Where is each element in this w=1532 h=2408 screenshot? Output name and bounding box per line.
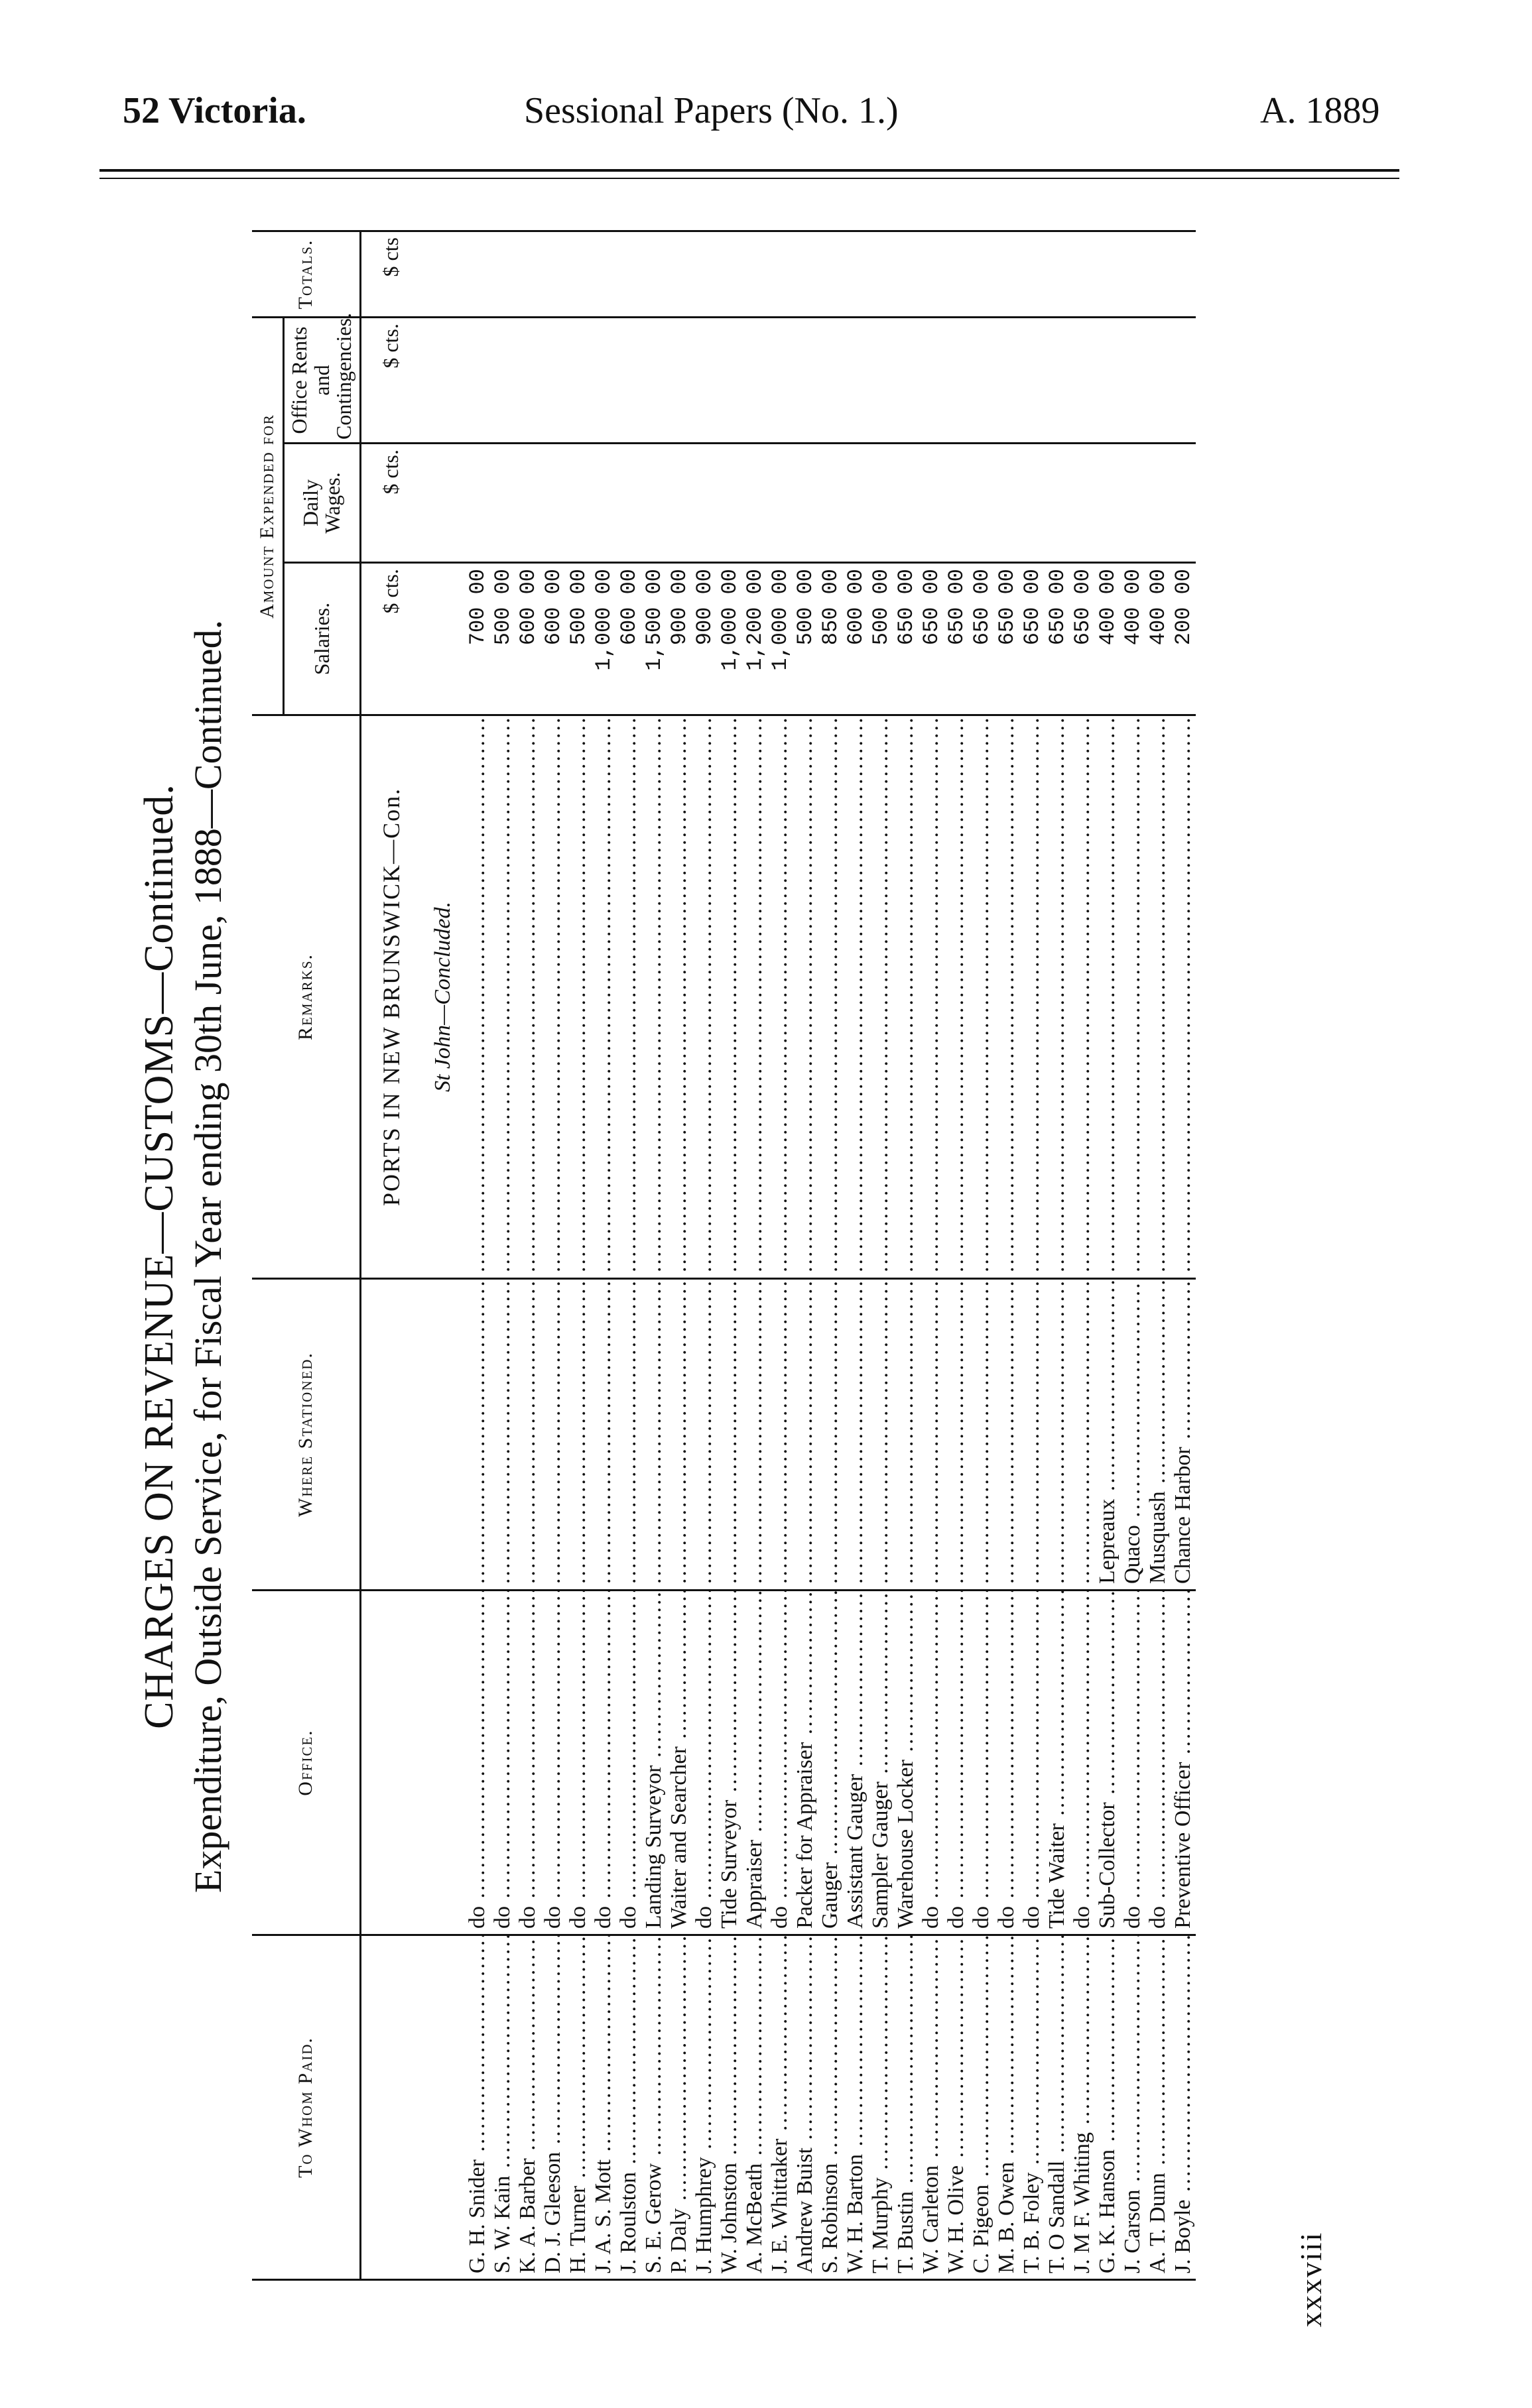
row-name: C. Pigeon .....	[969, 1935, 994, 2280]
row-salary: 600 00	[616, 563, 641, 715]
row-where-stationed	[591, 1279, 616, 1591]
row-where-stationed	[944, 1279, 969, 1591]
row-office-rents	[641, 317, 667, 443]
row-total	[742, 231, 767, 317]
row-where-stationed	[994, 1279, 1019, 1591]
table-row	[490, 231, 515, 2279]
row-salary: 600 00	[541, 563, 566, 715]
col-office-rents: Office Rents and Contingencies.	[284, 317, 361, 443]
row-office: do .....	[566, 1591, 591, 1935]
row-salary: 850 00	[818, 563, 843, 715]
row-salary: 500 00	[868, 563, 893, 715]
row-remarks	[1095, 715, 1120, 1279]
row-daily-wages	[641, 444, 667, 563]
row-office-rents	[1095, 317, 1120, 443]
row-total	[641, 231, 667, 317]
row-office: do .....	[616, 1591, 641, 1935]
row-salary: 400 00	[1145, 563, 1171, 715]
row-office: do .....	[1145, 1591, 1171, 1935]
header-right: A. 1889	[1260, 90, 1380, 131]
row-office-rents	[919, 317, 944, 443]
row-where-stationed	[1045, 1279, 1070, 1591]
row-daily-wages	[969, 444, 994, 563]
row-remarks	[1045, 715, 1070, 1279]
row-office-rents	[667, 317, 692, 443]
row-total	[919, 231, 944, 317]
row-name: Andrew Buist .....	[793, 1935, 818, 2280]
row-office-rents	[515, 317, 541, 443]
row-office: Preventive Officer .....	[1171, 1591, 1196, 1935]
table-title: CHARGES ON REVENUE—CUSTOMS—Continued.	[137, 784, 182, 1729]
row-office: do .....	[767, 1591, 793, 1935]
row-name: J. M F. Whiting .....	[1070, 1935, 1095, 2280]
row-salary: 650 00	[1019, 563, 1045, 715]
table-row	[868, 231, 893, 2279]
col-to-whom-paid: To Whom Paid.	[252, 1935, 360, 2280]
row-name: M. B. Owen .....	[994, 1935, 1019, 2280]
row-office-rents	[1019, 317, 1045, 443]
row-office-rents	[566, 317, 591, 443]
row-name: J. E. Whittaker .....	[767, 1935, 793, 2280]
row-name: W. Carleton .....	[919, 1935, 944, 2280]
table-row	[919, 231, 944, 2279]
row-office-rents	[893, 317, 919, 443]
row-office: Sub-Collector .....	[1095, 1591, 1120, 1935]
row-office: do .....	[969, 1591, 994, 1935]
row-total	[893, 231, 919, 317]
table-row	[1120, 231, 1145, 2279]
table-row	[843, 231, 868, 2279]
row-daily-wages	[591, 444, 616, 563]
row-office-rents	[1120, 317, 1145, 443]
unit-totals: $ cts	[360, 231, 421, 317]
row-where-stationed	[742, 1279, 767, 1591]
row-name: T. B. Foley .....	[1019, 1935, 1045, 2280]
row-office: do .....	[994, 1591, 1019, 1935]
row-daily-wages	[692, 444, 717, 563]
row-daily-wages	[944, 444, 969, 563]
row-where-stationed	[893, 1279, 919, 1591]
row-where-stationed: Quaco .....	[1120, 1279, 1145, 1591]
table-row	[767, 231, 793, 2279]
row-salary: 200 00	[1171, 563, 1196, 715]
row-office: do .....	[692, 1591, 717, 1935]
row-name: A. T. Dunn .....	[1145, 1935, 1171, 2280]
row-name: W. Johnston .....	[717, 1935, 742, 2280]
row-remarks	[742, 715, 767, 1279]
row-name: S. W. Kain .....	[490, 1935, 515, 2280]
row-total	[465, 231, 490, 317]
row-name: A. McBeath .....	[742, 1935, 767, 2280]
row-office-rents	[969, 317, 994, 443]
row-salary: 650 00	[893, 563, 919, 715]
row-name: J. Roulston .....	[616, 1935, 641, 2280]
header-left: 52 Victoria.	[123, 90, 306, 131]
row-office-rents	[767, 317, 793, 443]
row-daily-wages	[566, 444, 591, 563]
table-row	[1045, 231, 1070, 2279]
row-office: do .....	[541, 1591, 566, 1935]
row-office-rents	[591, 317, 616, 443]
row-salary: 1,000 00	[717, 563, 742, 715]
row-daily-wages	[717, 444, 742, 563]
row-office: Packer for Appraiser .....	[793, 1591, 818, 1935]
row-office-rents	[465, 317, 490, 443]
row-where-stationed	[465, 1279, 490, 1591]
row-name: G. H. Snider .....	[465, 1935, 490, 2280]
table-row	[465, 231, 490, 2279]
col-totals: Totals.	[252, 231, 360, 317]
row-salary: 650 00	[1070, 563, 1095, 715]
row-total	[541, 231, 566, 317]
row-name: G. K. Hanson .....	[1095, 1935, 1120, 2280]
table-row	[1095, 231, 1120, 2279]
row-remarks	[1019, 715, 1045, 1279]
row-total	[843, 231, 868, 317]
row-salary: 500 00	[566, 563, 591, 715]
row-remarks	[1120, 715, 1145, 1279]
row-office-rents	[994, 317, 1019, 443]
row-total	[515, 231, 541, 317]
row-remarks	[893, 715, 919, 1279]
row-remarks	[843, 715, 868, 1279]
col-where-stationed: Where Stationed.	[252, 1279, 360, 1591]
row-salary: 900 00	[667, 563, 692, 715]
row-office: Gauger .....	[818, 1591, 843, 1935]
rotated-page-body	[99, 172, 1399, 2340]
row-remarks	[667, 715, 692, 1279]
section-title: PORTS IN NEW BRUNSWICK—Con.	[360, 715, 421, 1279]
col-amount-expended: Amount Expended for	[252, 317, 284, 715]
row-total	[1095, 231, 1120, 317]
row-remarks	[515, 715, 541, 1279]
row-total	[667, 231, 692, 317]
row-where-stationed	[490, 1279, 515, 1591]
row-office-rents	[1145, 317, 1171, 443]
row-daily-wages	[767, 444, 793, 563]
row-salary: 600 00	[515, 563, 541, 715]
col-salaries: Salaries.	[284, 563, 361, 715]
row-office-rents	[692, 317, 717, 443]
row-daily-wages	[1019, 444, 1045, 563]
row-daily-wages	[1095, 444, 1120, 563]
table-row	[994, 231, 1019, 2279]
table-row	[1070, 231, 1095, 2279]
row-salary: 650 00	[919, 563, 944, 715]
row-remarks	[818, 715, 843, 1279]
row-office: do .....	[1120, 1591, 1145, 1935]
table-row	[717, 231, 742, 2279]
row-salary: 600 00	[843, 563, 868, 715]
row-office-rents	[616, 317, 641, 443]
row-where-stationed	[692, 1279, 717, 1591]
unit-salaries: $ cts.	[360, 563, 421, 715]
row-remarks	[465, 715, 490, 1279]
row-where-stationed	[843, 1279, 868, 1591]
row-total	[868, 231, 893, 317]
unit-daily-wages: $ cts.	[360, 444, 421, 563]
row-salary: 1,000 00	[767, 563, 793, 715]
row-daily-wages	[1145, 444, 1171, 563]
row-office: Appraiser .....	[742, 1591, 767, 1935]
row-daily-wages	[1120, 444, 1145, 563]
row-where-stationed	[1019, 1279, 1045, 1591]
row-daily-wages	[541, 444, 566, 563]
row-remarks	[994, 715, 1019, 1279]
row-office: Warehouse Locker .....	[893, 1591, 919, 1935]
row-daily-wages	[667, 444, 692, 563]
row-where-stationed	[717, 1279, 742, 1591]
row-office: do .....	[591, 1591, 616, 1935]
row-where-stationed	[868, 1279, 893, 1591]
row-name: S. E. Gerow .....	[641, 1935, 667, 2280]
row-daily-wages	[868, 444, 893, 563]
table-subtitle: Expenditure, Outside Service, for Fiscal Year ending 30th June, 1888—Continued.	[186, 619, 229, 1894]
expenditure-table	[252, 230, 1196, 2281]
row-name: T. Murphy .....	[868, 1935, 893, 2280]
row-office-rents	[490, 317, 515, 443]
row-salary: 650 00	[969, 563, 994, 715]
table-row	[541, 231, 566, 2279]
row-salary: 650 00	[944, 563, 969, 715]
row-daily-wages	[818, 444, 843, 563]
row-total	[566, 231, 591, 317]
row-office-rents	[1045, 317, 1070, 443]
row-name: T. Bustin .....	[893, 1935, 919, 2280]
section-row	[421, 231, 465, 2279]
row-remarks	[717, 715, 742, 1279]
row-office: Landing Surveyor .....	[641, 1591, 667, 1935]
row-office-rents	[742, 317, 767, 443]
row-office-rents	[541, 317, 566, 443]
table-row	[641, 231, 667, 2279]
row-total	[1019, 231, 1045, 317]
col-office: Office.	[252, 1591, 360, 1935]
table-row	[1145, 231, 1171, 2279]
row-office-rents	[793, 317, 818, 443]
row-name: J. Carson .....	[1120, 1935, 1145, 2280]
row-where-stationed	[969, 1279, 994, 1591]
row-remarks	[1070, 715, 1095, 1279]
row-where-stationed	[616, 1279, 641, 1591]
unit-office-rents: $ cts.	[360, 317, 421, 443]
row-salary: 1,000 00	[591, 563, 616, 715]
row-where-stationed	[919, 1279, 944, 1591]
row-office: Tide Waiter .....	[1045, 1591, 1070, 1935]
row-remarks	[793, 715, 818, 1279]
row-daily-wages	[919, 444, 944, 563]
unit-row	[360, 231, 421, 2279]
row-remarks	[1171, 715, 1196, 1279]
row-remarks	[944, 715, 969, 1279]
row-total	[616, 231, 641, 317]
row-remarks	[641, 715, 667, 1279]
row-remarks	[566, 715, 591, 1279]
row-office-rents	[818, 317, 843, 443]
row-salary: 500 00	[490, 563, 515, 715]
row-remarks	[616, 715, 641, 1279]
row-name: J. A. S. Mott .....	[591, 1935, 616, 2280]
row-total	[591, 231, 616, 317]
row-remarks	[969, 715, 994, 1279]
row-daily-wages	[616, 444, 641, 563]
row-daily-wages	[515, 444, 541, 563]
row-total	[1171, 231, 1196, 317]
row-remarks	[919, 715, 944, 1279]
row-where-stationed	[767, 1279, 793, 1591]
row-where-stationed: Musquash .....	[1145, 1279, 1171, 1591]
row-daily-wages	[843, 444, 868, 563]
row-total	[944, 231, 969, 317]
row-office: do .....	[1019, 1591, 1045, 1935]
table-row	[742, 231, 767, 2279]
row-where-stationed	[667, 1279, 692, 1591]
row-office: Waiter and Searcher .....	[667, 1591, 692, 1935]
row-daily-wages	[490, 444, 515, 563]
row-where-stationed	[566, 1279, 591, 1591]
table-row	[944, 231, 969, 2279]
row-where-stationed	[515, 1279, 541, 1591]
row-name: W. H. Barton .....	[843, 1935, 868, 2280]
row-name: S. Robinson .....	[818, 1935, 843, 2280]
row-total	[1070, 231, 1095, 317]
row-office: do .....	[490, 1591, 515, 1935]
col-remarks: Remarks.	[252, 715, 360, 1279]
row-total	[1120, 231, 1145, 317]
table-row	[893, 231, 919, 2279]
table-row	[818, 231, 843, 2279]
table-row	[1171, 231, 1196, 2279]
row-salary: 650 00	[994, 563, 1019, 715]
row-remarks	[1145, 715, 1171, 1279]
row-total	[717, 231, 742, 317]
row-salary: 400 00	[1095, 563, 1120, 715]
header-rule-top	[99, 169, 1399, 172]
row-total	[692, 231, 717, 317]
col-daily-wages: Daily Wages.	[284, 444, 361, 563]
row-where-stationed	[641, 1279, 667, 1591]
row-remarks	[541, 715, 566, 1279]
row-daily-wages	[1171, 444, 1196, 563]
row-where-stationed	[1070, 1279, 1095, 1591]
row-total	[793, 231, 818, 317]
row-office: do .....	[1070, 1591, 1095, 1935]
row-office: do .....	[465, 1591, 490, 1935]
row-name: H. Turner .....	[566, 1935, 591, 2280]
table-row	[667, 231, 692, 2279]
row-office-rents	[1171, 317, 1196, 443]
row-daily-wages	[1070, 444, 1095, 563]
table-row	[793, 231, 818, 2279]
row-office: Assistant Gauger .....	[843, 1591, 868, 1935]
header-center: Sessional Papers (No. 1.)	[524, 90, 899, 131]
row-total	[969, 231, 994, 317]
section-subtitle: St John—Concluded.	[421, 715, 465, 1279]
row-office-rents	[843, 317, 868, 443]
row-name: W. H. Olive .....	[944, 1935, 969, 2280]
row-office: Sampler Gauger .....	[868, 1591, 893, 1935]
table-row	[616, 231, 641, 2279]
row-remarks	[868, 715, 893, 1279]
row-remarks	[767, 715, 793, 1279]
row-name: K. A. Barber .....	[515, 1935, 541, 2280]
row-salary: 500 00	[793, 563, 818, 715]
row-office: Tide Surveyor .....	[717, 1591, 742, 1935]
row-where-stationed	[793, 1279, 818, 1591]
table-row	[566, 231, 591, 2279]
row-total	[767, 231, 793, 317]
row-daily-wages	[994, 444, 1019, 563]
row-where-stationed: Chance Harbor .....	[1171, 1279, 1196, 1591]
row-salary: 900 00	[692, 563, 717, 715]
table-row	[692, 231, 717, 2279]
row-where-stationed	[541, 1279, 566, 1591]
row-total	[994, 231, 1019, 317]
row-total	[818, 231, 843, 317]
row-office: do .....	[944, 1591, 969, 1935]
row-remarks	[591, 715, 616, 1279]
table-row	[1019, 231, 1045, 2279]
row-salary: 1,200 00	[742, 563, 767, 715]
row-where-stationed: Lepreaux .....	[1095, 1279, 1120, 1591]
row-office-rents	[1070, 317, 1095, 443]
row-daily-wages	[793, 444, 818, 563]
row-name: D. J. Gleeson .....	[541, 1935, 566, 2280]
row-remarks	[490, 715, 515, 1279]
row-office-rents	[868, 317, 893, 443]
page-folio: xxxviii	[1294, 2231, 1328, 2327]
row-office: do .....	[515, 1591, 541, 1935]
row-where-stationed	[818, 1279, 843, 1591]
row-daily-wages	[1045, 444, 1070, 563]
row-name: P. Daly .....	[667, 1935, 692, 2280]
table-row	[969, 231, 994, 2279]
row-salary: 700 00	[465, 563, 490, 715]
row-total	[490, 231, 515, 317]
row-salary: 1,500 00	[641, 563, 667, 715]
row-office: do .....	[919, 1591, 944, 1935]
table-row	[515, 231, 541, 2279]
row-daily-wages	[465, 444, 490, 563]
row-salary: 650 00	[1045, 563, 1070, 715]
row-name: J. Humphrey .....	[692, 1935, 717, 2280]
row-total	[1145, 231, 1171, 317]
table-row	[591, 231, 616, 2279]
row-salary: 400 00	[1120, 563, 1145, 715]
row-remarks	[692, 715, 717, 1279]
row-daily-wages	[893, 444, 919, 563]
row-total	[1045, 231, 1070, 317]
row-name: T. O Sandall .....	[1045, 1935, 1070, 2280]
row-office-rents	[944, 317, 969, 443]
row-daily-wages	[742, 444, 767, 563]
row-name: J. Boyle .....	[1171, 1935, 1196, 2280]
row-office-rents	[717, 317, 742, 443]
